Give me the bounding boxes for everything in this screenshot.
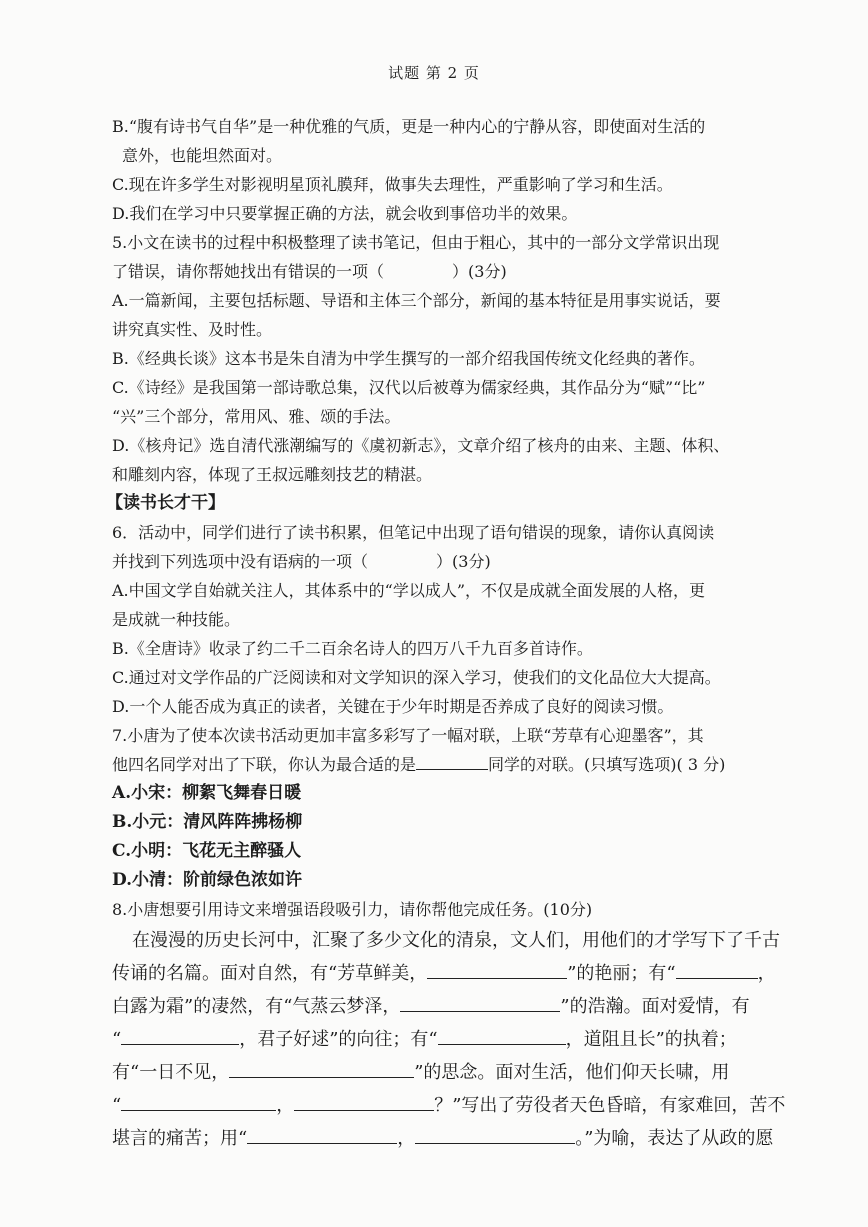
q8-text: 传诵的名篇。面对自然，有“芳草鲜美， [112, 963, 428, 984]
q8-blank-1[interactable] [427, 960, 567, 979]
q5-option-d-line2: 和雕刻内容，体现了王叔远雕刻技艺的精湛。 [112, 465, 433, 484]
q6-stem-line2 [112, 547, 802, 576]
q8-blank-6[interactable] [229, 1059, 414, 1078]
page-header: 试题 第 2 页 [388, 64, 480, 82]
q8-passage-line3 [112, 990, 802, 1023]
q8-text: 白露为霜”的凄然，有“气蒸云梦泽， [112, 996, 401, 1017]
q6-option-a-line2: 是成就一种技能。 [112, 610, 241, 629]
q5-score: ）(3分) [452, 262, 507, 281]
q8-passage-line2 [112, 957, 802, 990]
q6-score: ）(3分) [436, 552, 491, 571]
q8-text: ”的思念。面对生活，他们仰天长啸，用 [414, 1062, 730, 1083]
q7-option-a: A.小宋：柳絮飞舞春日暖 [112, 783, 302, 803]
q8-text: ？”写出了劳役者天色昏暗，有家难回，苦不 [434, 1095, 786, 1116]
q8-text: ， [397, 1128, 416, 1149]
q8-text: 堪言的痛苦；用“ [112, 1128, 248, 1149]
q7-option-c: C.小明：飞花无主醉骚人 [112, 841, 302, 861]
q6-option-c: C.通过对文学作品的广泛阅读和对文学知识的深入学习，使我们的文化品位大大提高。 [112, 668, 721, 687]
q6-option-d: D.一个人能否成为真正的读者，关键在于少年时期是否养成了良好的阅读习惯。 [112, 697, 674, 716]
q5-stem-text: 了错误，请你帮她找出有错误的一项（ [112, 262, 385, 281]
q8-stem: 8.小唐想要引用诗文来增强语段吸引力，请你帮他完成任务。(10分) [112, 900, 593, 919]
q4-option-b-line2: 意外，也能坦然面对。 [122, 146, 283, 165]
q7-stem-line1: 7.小唐为了使本次读书活动更加丰富多彩写了一幅对联，上联“芳草有心迎墨客”，其 [112, 726, 704, 745]
q8-blank-3[interactable] [400, 993, 560, 1012]
q8-text: ”的浩瀚。面对爱情，有 [560, 996, 750, 1017]
q8-text: 。”为喻，表达了从政的愿 [575, 1128, 774, 1149]
q4-option-b-line1: B.“腹有诗书气自华”是一种优雅的气质，更是一种内心的宁静从容，即使面对生活的 [112, 117, 706, 136]
q8-passage-line6 [112, 1089, 802, 1122]
q5-option-b: B.《经典长谈》这本书是朱自清为中学生撰写的一部介绍我国传统文化经典的著作。 [112, 349, 705, 368]
section-heading: 【读书长才干】 [106, 493, 225, 513]
q6-stem-text: 并找到下列选项中没有语病的一项（ [112, 552, 369, 571]
q5-stem-line2 [112, 257, 802, 286]
q7-stem-text-end: 同学的对联。(只填写选项)( 3 分) [488, 755, 726, 774]
q7-answer-blank[interactable] [416, 751, 488, 770]
q8-blank-7[interactable] [121, 1092, 276, 1111]
q7-stem-line2 [112, 750, 802, 779]
q8-text: ”的艳丽；有“ [567, 963, 676, 984]
q8-text: ， [276, 1095, 295, 1116]
q7-stem-text: 他四名同学对出了下联，你认为最合适的是 [112, 755, 417, 774]
q8-text: ，道阻且长”的执着； [565, 1029, 737, 1050]
q8-text: 有“一日不见， [112, 1062, 230, 1083]
q5-option-c-line2: “兴”三个部分，常用风、雅、颂的手法。 [112, 407, 401, 426]
q5-stem-line1: 5.小文在读书的过程中积极整理了读书笔记，但由于粗心，其中的一部分文学常识出现 [112, 233, 720, 252]
q6-option-a-line1: A.中国文学自始就关注人，其体系中的“学以成人”，不仅是成就全面发展的人格，更 [112, 581, 706, 600]
q8-blank-8[interactable] [294, 1092, 434, 1111]
q7-option-d: D.小清：阶前绿色浓如许 [112, 870, 303, 890]
q5-option-a-line1: A.一篇新闻，主要包括标题、导语和主体三个部分，新闻的基本特征是用事实说话，要 [112, 291, 721, 310]
q5-option-d-line1: D.《核舟记》选自清代涨潮编写的《虞初新志》，文章介绍了核舟的由来、主题、体积、 [112, 436, 730, 455]
q8-passage-line1: 在漫漫的历史长河中，汇聚了多少文化的清泉，文人们，用他们的才学写下了千古 [132, 930, 780, 951]
q8-blank-4[interactable] [121, 1026, 239, 1045]
q8-passage-line5 [112, 1056, 802, 1089]
q7-option-b: B.小元：清风阵阵拂杨柳 [112, 812, 303, 832]
q8-blank-9[interactable] [247, 1125, 397, 1144]
q4-option-d: D.我们在学习中只要掌握正确的方法，就会收到事倍功半的效果。 [112, 204, 578, 223]
q5-option-a-line2: 讲究真实性、及时性。 [112, 320, 273, 339]
q8-blank-5[interactable] [438, 1026, 566, 1045]
q6-option-b: B.《全唐诗》收录了约二千二百余名诗人的四万八千九百多首诗作。 [112, 639, 593, 658]
q8-text: ，君子好逑”的向往；有“ [239, 1029, 438, 1050]
q8-blank-2[interactable] [676, 960, 758, 979]
q8-blank-10[interactable] [415, 1125, 575, 1144]
q6-stem-line1: 6．活动中，同学们进行了读书积累，但笔记中出现了语句错误的现象，请你认真阅读 [112, 523, 715, 542]
question-content [106, 112, 802, 1155]
q8-passage-line4 [112, 1023, 802, 1056]
q8-text: “ [112, 1095, 122, 1116]
q4-option-c: C.现在许多学生对影视明星顶礼膜拜，做事失去理性，严重影响了学习和生活。 [112, 175, 673, 194]
q8-passage-line7 [112, 1122, 802, 1155]
q8-text: ， [757, 963, 776, 984]
q5-option-c-line1: C.《诗经》是我国第一部诗歌总集，汉代以后被尊为儒家经典，其作品分为“赋”“比” [112, 378, 706, 397]
q8-text: “ [112, 1029, 122, 1050]
